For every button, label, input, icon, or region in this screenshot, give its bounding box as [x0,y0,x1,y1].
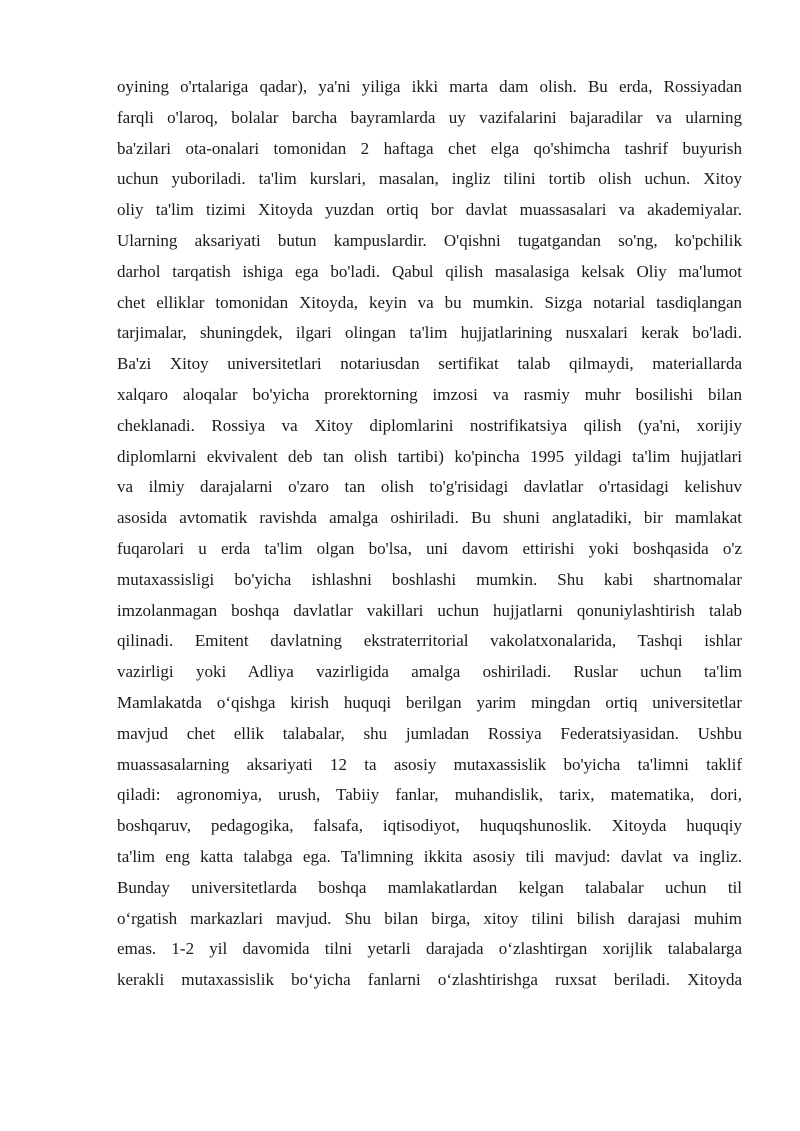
text-line: o‘rgatish markazlari mavjud. Shu bilan birga, xitoy tilini bilish darajasi muhim [117,908,742,928]
text-line: oliy ta'lim tizimi Xitoyda yuzdan ortiq bor davlat muassasalari va akademiyalar. [117,200,742,220]
text-line: farqli o'laroq, bolalar barcha bayramlarda uy vazifalarini bajaradilar va ularning [117,107,742,127]
text-line: boshqaruv, pedagogika, falsafa, iqtisodiyot, huquqshunoslik. Xitoyda huquqiy [117,816,742,836]
text-line: mavjud chet ellik talabalar, shu jumladan Rossiya Federatsiyasidan. Ushbu [117,723,742,743]
text-line: diplomlarni ekvivalent deb tan olish tartibi) ko'pincha 1995 yildagi ta'lim hujjatlari [117,446,742,466]
text-line: tarjimalar, shuningdek, ilgari olingan ta'lim hujjatlarining nusxalari kerak bo'ladi. [117,323,742,343]
text-line: chet elliklar tomonidan Xitoyda, keyin va bu mumkin. Sizga notarial tasdiqlangan [117,292,742,312]
text-line: imzolanmagan boshqa davlatlar vakillari uchun hujjatlarni qonuniylashtirish talab [117,600,742,620]
text-line: Ularning aksariyati butun kampuslardir. O'qishni tugatgandan so'ng, ko'pchilik [117,230,742,250]
text-line: Bunday universitetlarda boshqa mamlakatlardan kelgan talabalar uchun til [117,877,742,897]
text-line: asosida avtomatik ravishda amalga oshiriladi. Bu shuni anglatadiki, bir mamlakat [117,508,742,528]
text-line: uchun yuboriladi. ta'lim kurslari, masalan, ingliz tilini tortib olish uchun. Xitoy [117,169,742,189]
text-line: va ilmiy darajalarni o'zaro tan olish to'g'risidagi davlatlar o'rtasidagi kelishuv [117,477,742,497]
text-line: vazirligi yoki Adliya vazirligida amalga oshiriladi. Ruslar uchun ta'lim [117,662,742,682]
text-line: qilinadi. Emitent davlatning ekstraterritorial vakolatxonalarida, Tashqi ishlar [117,631,742,651]
text-line: oyining o'rtalariga qadar), ya'ni yiliga ikki marta dam olish. Bu erda, Rossiyadan [117,77,742,96]
text-line: darhol tarqatish ishiga ega bo'ladi. Qabul qilish masalasiga kelsak Oliy ma'lumot [117,261,742,281]
text-line: fuqarolari u erda ta'lim olgan bo'lsa, uni davom ettirishi yoki boshqasida o'z [117,538,742,558]
text-line: qiladi: agronomiya, urush, Tabiiy fanlar, muhandislik, tarix, matematika, dori, [117,785,742,805]
text-line: kerakli mutaxassislik bo‘yicha fanlarni o‘zlashtirishga ruxsat beriladi. Xitoyda [117,970,742,990]
text-line: cheklanadi. Rossiya va Xitoy diplomlarini nostrifikatsiya qilish (ya'ni, xorijiy [117,415,742,435]
text-line: xalqaro aloqalar bo'yicha prorektorning imzosi va rasmiy muhr bosilishi bilan [117,384,742,404]
text-line: emas. 1-2 yil davomida tilni yetarli darajada o‘zlashtirgan xorijlik talabalarga [117,939,742,959]
text-line: muassasalarning aksariyati 12 ta asosiy mutaxassislik bo'yicha ta'limni taklif [117,754,742,774]
text-line: ba'zilari ota-onalari tomonidan 2 haftaga chet elga qo'shimcha tashrif buyurish [117,138,742,158]
text-line: ta'lim eng katta talabga ega. Ta'limning ikkita asosiy tili mavjud: davlat va ingliz. [117,846,742,866]
text-line: Mamlakatda o‘qishga kirish huquqi berilgan yarim mingdan ortiq universitetlar [117,692,742,712]
text-line: Ba'zi Xitoy universitetlari notariusdan sertifikat talab qilmaydi, materiallarda [117,354,742,374]
text-line: mutaxassisligi bo'yicha ishlashni boshlashi mumkin. Shu kabi shartnomalar [117,569,742,589]
body-text [117,72,742,996]
